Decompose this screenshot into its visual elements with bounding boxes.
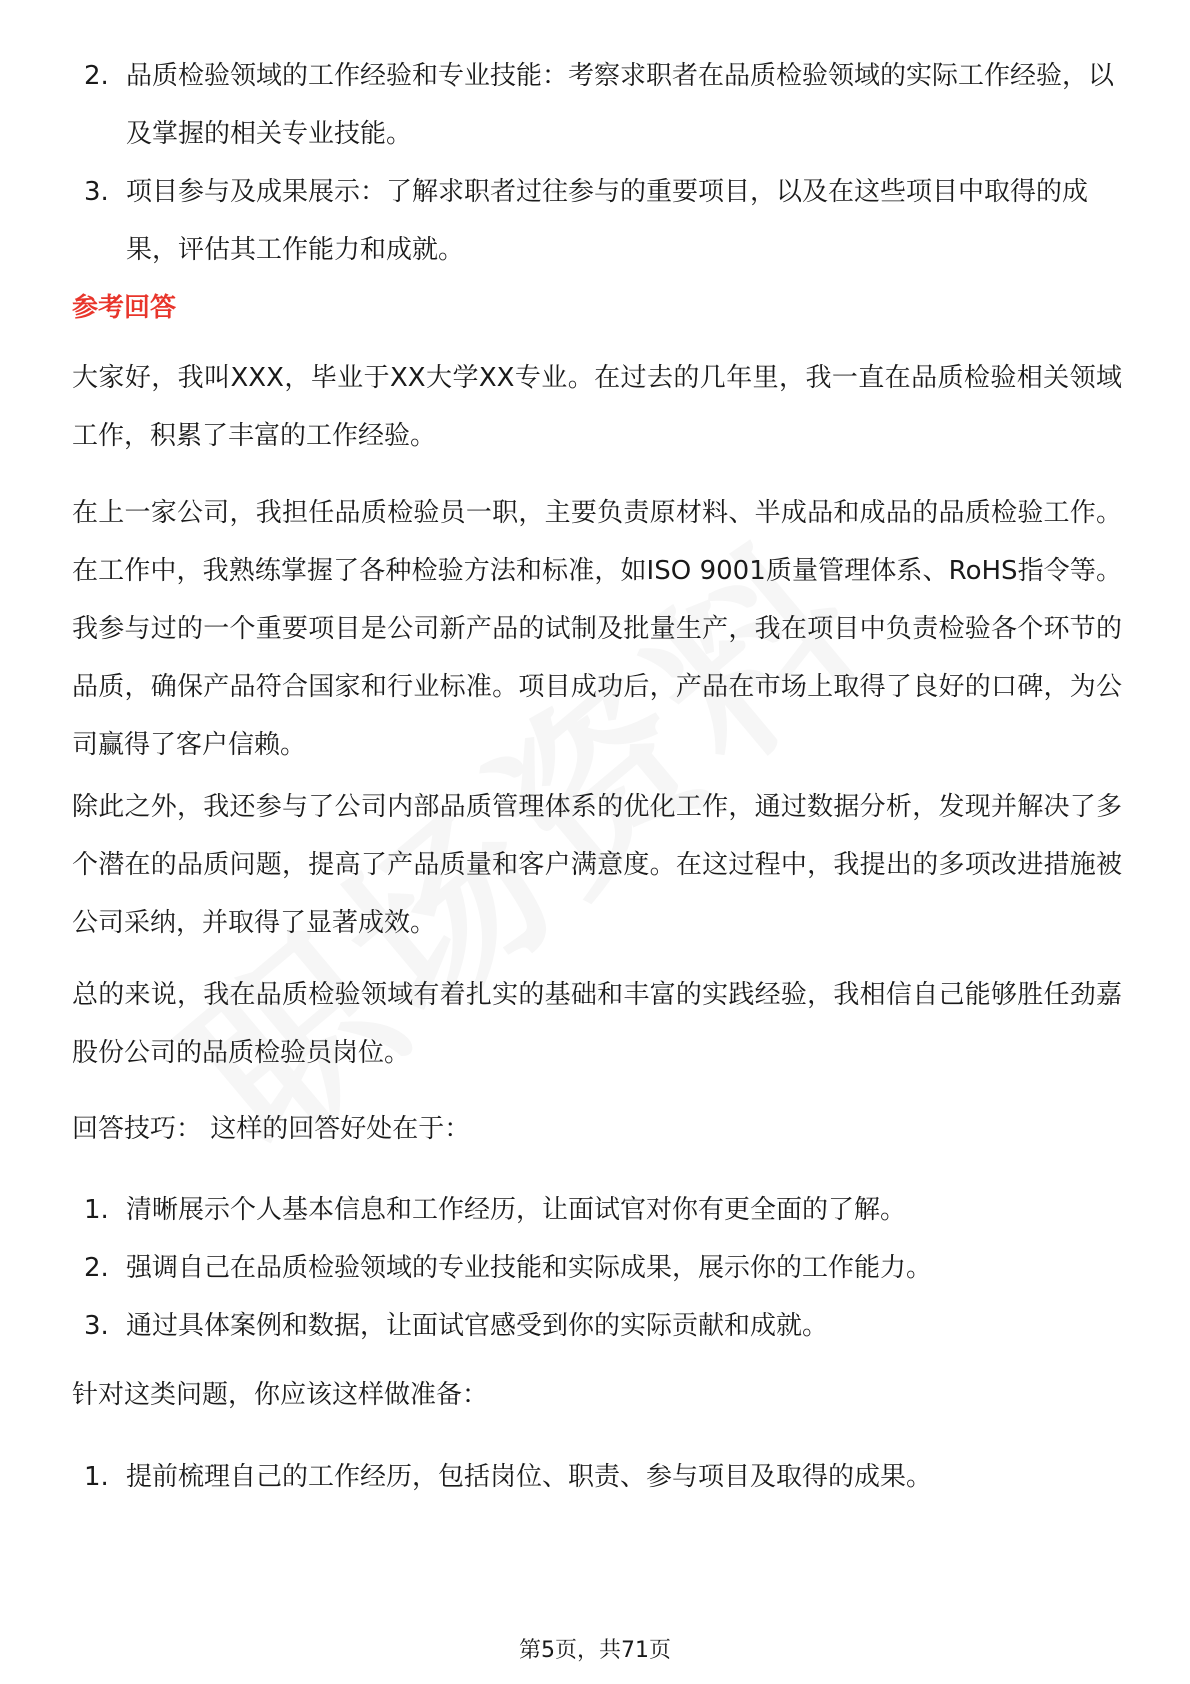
- list-item-number: 2.: [84, 1253, 109, 1283]
- paragraph-intro: 大家好，我叫XXX，毕业于XX大学XX专业。在过去的几年里，我一直在品质检验相关领域工作，积累了丰富的工作经验。: [72, 363, 1122, 451]
- list-item-text: 强调自己在品质检验领域的专业技能和实际成果，展示你的工作能力。: [126, 1253, 933, 1283]
- list-item-text: 清晰展示个人基本信息和工作经历，让面试官对你有更全面的了解。: [126, 1195, 907, 1225]
- answer-heading: 参考回答: [72, 293, 177, 323]
- list-item-text: 通过具体案例和数据，让面试官感受到你的实际贡献和成就。: [126, 1311, 829, 1341]
- list-item-text: 项目参与及成果展示：了解求职者过往参与的重要项目，以及在这些项目中取得的成果，评估其工作能力和成就。: [126, 177, 1089, 265]
- list-item: [72, 1448, 1122, 1506]
- list-item: [72, 1181, 1122, 1239]
- top-numbered-list: [72, 47, 1122, 279]
- tips-numbered-list: [72, 1181, 1122, 1355]
- list-item-number: 3.: [84, 1311, 109, 1341]
- paragraph-summary: 总的来说，我在品质检验领域有着扎实的基础和丰富的实践经验，我相信自己能够胜任劲嘉股份公司的品质检验员岗位。: [72, 980, 1122, 1068]
- page-footer: 第5页，共71页: [519, 1638, 671, 1663]
- list-item: [72, 163, 1122, 279]
- list-item-number: 1.: [84, 1462, 109, 1492]
- paragraph-experience: 在上一家公司，我担任品质检验员一职，主要负责原材料、半成品和成品的品质检验工作。在工作中，我熟练掌握了各种检验方法和标准，如ISO 9001质量管理体系、RoHS指令等。我参与过的一个重要项目是公司新产品的试制及批量生产，我在项目中负责检验各个环节的品质，确保产品符合国家和行业标准。项目成功后，产品在市场上取得了良好的口碑，为公司赢得了客户信赖。: [72, 498, 1122, 760]
- prep-heading: 针对这类问题，你应该这样做准备：: [72, 1380, 489, 1410]
- list-item-number: 2.: [84, 61, 109, 91]
- list-item-text: 提前梳理自己的工作经历，包括岗位、职责、参与项目及取得的成果。: [126, 1462, 933, 1492]
- list-item-number: 3.: [84, 177, 109, 207]
- list-item: [72, 1297, 1122, 1355]
- list-item-text: 品质检验领域的工作经验和专业技能：考察求职者在品质检验领域的实际工作经验，以及掌握的相关专业技能。: [126, 61, 1115, 149]
- list-item: [72, 1239, 1122, 1297]
- list-item: [72, 47, 1122, 163]
- list-item-number: 1.: [84, 1195, 109, 1225]
- prep-numbered-list: [72, 1448, 1122, 1506]
- tips-heading: 回答技巧： 这样的回答好处在于：: [72, 1114, 471, 1144]
- paragraph-optimization: 除此之外，我还参与了公司内部品质管理体系的优化工作，通过数据分析，发现并解决了多个潜在的品质问题，提高了产品质量和客户满意度。在这过程中，我提出的多项改进措施被公司采纳，并取得了显著成效。: [72, 792, 1122, 938]
